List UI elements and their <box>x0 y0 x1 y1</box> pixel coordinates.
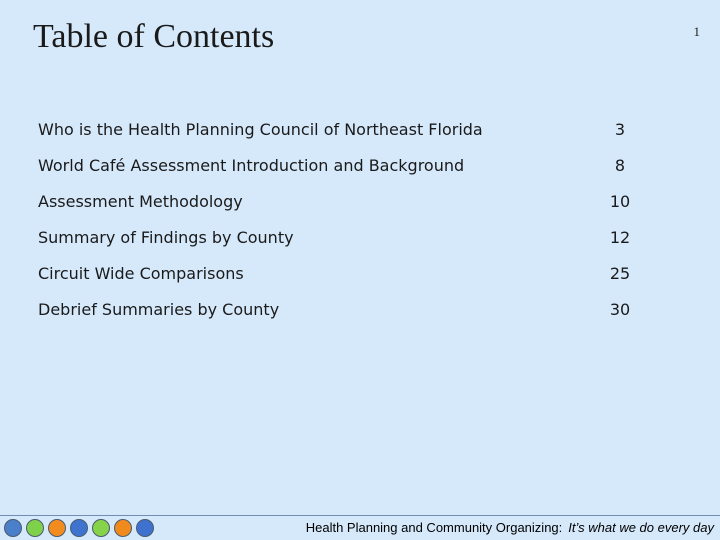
footer-tagline: It’s what we do every day <box>568 520 714 535</box>
toc-entry-title: World Café Assessment Introduction and Background <box>38 156 465 175</box>
page-number: 1 <box>693 24 700 39</box>
toc-entry-page: 8 <box>614 156 626 175</box>
circle-icon <box>4 519 22 537</box>
footer <box>0 512 720 540</box>
toc-entry-title: Circuit Wide Comparisons <box>38 264 244 283</box>
circle-icon <box>48 519 66 537</box>
circle-icon <box>136 519 154 537</box>
toc-entry <box>38 115 678 151</box>
toc-entry-page: 3 <box>614 120 626 139</box>
toc-entry <box>38 187 678 223</box>
toc-entry-title: Summary of Findings by County <box>38 228 294 247</box>
circle-icon <box>114 519 132 537</box>
circle-icon <box>92 519 110 537</box>
slide-title: Table of Contents <box>33 18 275 55</box>
circle-icon <box>26 519 44 537</box>
toc-entry-page: 10 <box>609 192 631 211</box>
table-of-contents <box>38 115 678 331</box>
footer-divider <box>0 515 720 516</box>
toc-entry-title: Assessment Methodology <box>38 192 243 211</box>
decorative-dots <box>4 519 154 537</box>
toc-entry <box>38 295 678 331</box>
toc-entry <box>38 259 678 295</box>
circle-icon <box>70 519 88 537</box>
toc-entry <box>38 151 678 187</box>
toc-entry-title: Who is the Health Planning Council of Northeast Florida <box>38 120 483 139</box>
toc-entry-title: Debrief Summaries by County <box>38 300 280 319</box>
toc-entry <box>38 223 678 259</box>
toc-entry-page: 12 <box>609 228 631 247</box>
toc-entry-page: 25 <box>609 264 631 283</box>
footer-text <box>306 520 714 535</box>
toc-entry-page: 30 <box>609 300 631 319</box>
footer-organization-text: Health Planning and Community Organizing: <box>305 520 563 535</box>
